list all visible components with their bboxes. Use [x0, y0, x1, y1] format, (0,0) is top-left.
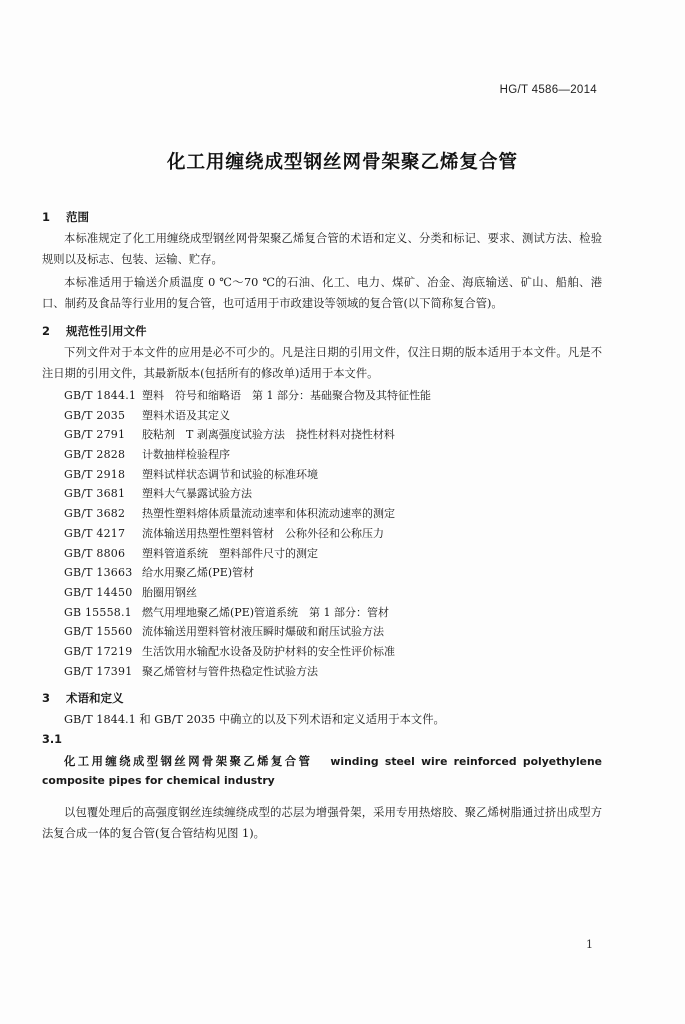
scope-paragraph-2: 本标准适用于输送介质温度 0 ℃～70 ℃的石油、化工、电力、煤矿、冶金、海底输送、矿山、船舶、港口、制药及食品等行业用的复合管，也可适用于市政建设等领域的复合管(以下简称复合管)。 [42, 276, 602, 310]
reference-item [42, 642, 602, 662]
reference-title: 热塑性塑料熔体质量流动速率和体积流动速率的测定 [142, 507, 395, 521]
reference-title: 给水用聚乙烯(PE)管材 [142, 566, 255, 580]
reference-item [42, 445, 602, 465]
section-number: 1 [42, 210, 51, 224]
section-3-heading [42, 687, 602, 709]
reference-list [42, 386, 602, 681]
term-number: 3.1 [42, 733, 63, 747]
reference-title: 塑料大气暴露试验方法 [142, 487, 252, 501]
reference-item [42, 603, 602, 623]
reference-title: 燃气用埋地聚乙烯(PE)管道系统 第 1 部分：管材 [142, 605, 390, 619]
reference-code: GB/T 3681 [64, 487, 126, 501]
reference-code: GB/T 1844.1 [64, 389, 137, 402]
reference-code: GB/T 13663 [64, 566, 133, 580]
reference-item [42, 583, 602, 603]
section-number: 3 [42, 691, 51, 706]
reference-title: 计数抽样检验程序 [142, 448, 230, 462]
reference-item [42, 425, 602, 445]
section-1-heading [42, 206, 602, 228]
section-number: 2 [42, 324, 51, 338]
reference-title: 聚乙烯管材与管件热稳定性试验方法 [142, 664, 318, 678]
reference-code: GB/T 2035 [64, 408, 126, 422]
reference-item [42, 622, 602, 642]
section-title: 范围 [66, 210, 89, 224]
term-entry [42, 752, 602, 790]
reference-title: 生活饮用水输配水设备及防护材料的安全性评价标准 [142, 644, 395, 658]
reference-item [42, 406, 602, 426]
reference-title: 塑料试样状态调节和试验的标准环境 [142, 467, 318, 481]
term-chinese: 化工用缠绕成型钢丝网骨架聚乙烯复合管 [64, 755, 313, 769]
references-intro: 下列文件对于本文件的应用是必不可少的。凡是注日期的引用文件，仅注日期的版本适用于本文件。凡是不注日期的引用文件，其最新版本(包括所有的修改单)适用于本文件。 [42, 346, 602, 380]
reference-title: 流体输送用热塑性塑料管材 公称外径和公称压力 [142, 526, 384, 540]
reference-code: GB/T 14450 [64, 585, 133, 599]
reference-code: GB/T 17219 [64, 644, 133, 658]
document-title: 化工用缠绕成型钢丝网骨架聚乙烯复合管 [166, 152, 518, 173]
reference-item [42, 386, 602, 406]
reference-code: GB/T 17391 [64, 664, 133, 678]
reference-item [42, 662, 602, 682]
reference-item [42, 504, 602, 524]
reference-title: 塑料术语及其定义 [142, 408, 230, 422]
reference-item [42, 524, 602, 544]
reference-code: GB/T 2828 [64, 448, 126, 462]
term-english: winding steel wire reinforced polyethylene composite pipes for chemical industry [42, 755, 602, 788]
reference-item [42, 544, 602, 564]
reference-code: GB/T 4217 [64, 526, 126, 540]
reference-code: GB/T 15560 [64, 625, 133, 639]
terms-intro: GB/T 1844.1 和 GB/T 2035 中确立的以及下列术语和定义适用于本文件。 [64, 713, 445, 727]
reference-title: 塑料管道系统 塑料部件尺寸的测定 [142, 546, 318, 560]
reference-item [42, 563, 602, 583]
document-body [42, 200, 602, 844]
reference-title: 胎圈用钢丝 [142, 585, 197, 599]
reference-item [42, 465, 602, 485]
reference-code: GB/T 8806 [64, 546, 126, 560]
reference-code: GB/T 3682 [64, 507, 126, 521]
reference-item [42, 484, 602, 504]
scope-paragraph-1: 本标准规定了化工用缠绕成型钢丝网骨架聚乙烯复合管的术语和定义、分类和标记、要求、测试方法、检验规则以及标志、包装、运输、贮存。 [42, 232, 602, 266]
section-title: 术语和定义 [66, 691, 124, 706]
reference-code: GB/T 2918 [64, 467, 126, 481]
page-number: 1 [586, 938, 593, 951]
reference-code: GB 15558.1 [64, 605, 132, 619]
term-definition: 以包覆处理后的高强度钢丝连续缠绕成型的芯层为增强骨架，采用专用热熔胶、聚乙烯树脂通过挤出成型方法复合成一体的复合管(复合管结构见图 1)。 [42, 805, 602, 840]
reference-code: GB/T 2791 [64, 428, 126, 442]
reference-title: 流体输送用塑料管材液压瞬时爆破和耐压试验方法 [142, 625, 384, 639]
standard-code: HG/T 4586—2014 [499, 84, 597, 96]
section-2-heading [42, 320, 602, 342]
reference-title: 胶粘剂 T 剥离强度试验方法 挠性材料对挠性材料 [142, 428, 395, 442]
reference-title: 塑料 符号和缩略语 第 1 部分：基础聚合物及其特征性能 [142, 389, 431, 402]
section-title: 规范性引用文件 [66, 324, 147, 338]
